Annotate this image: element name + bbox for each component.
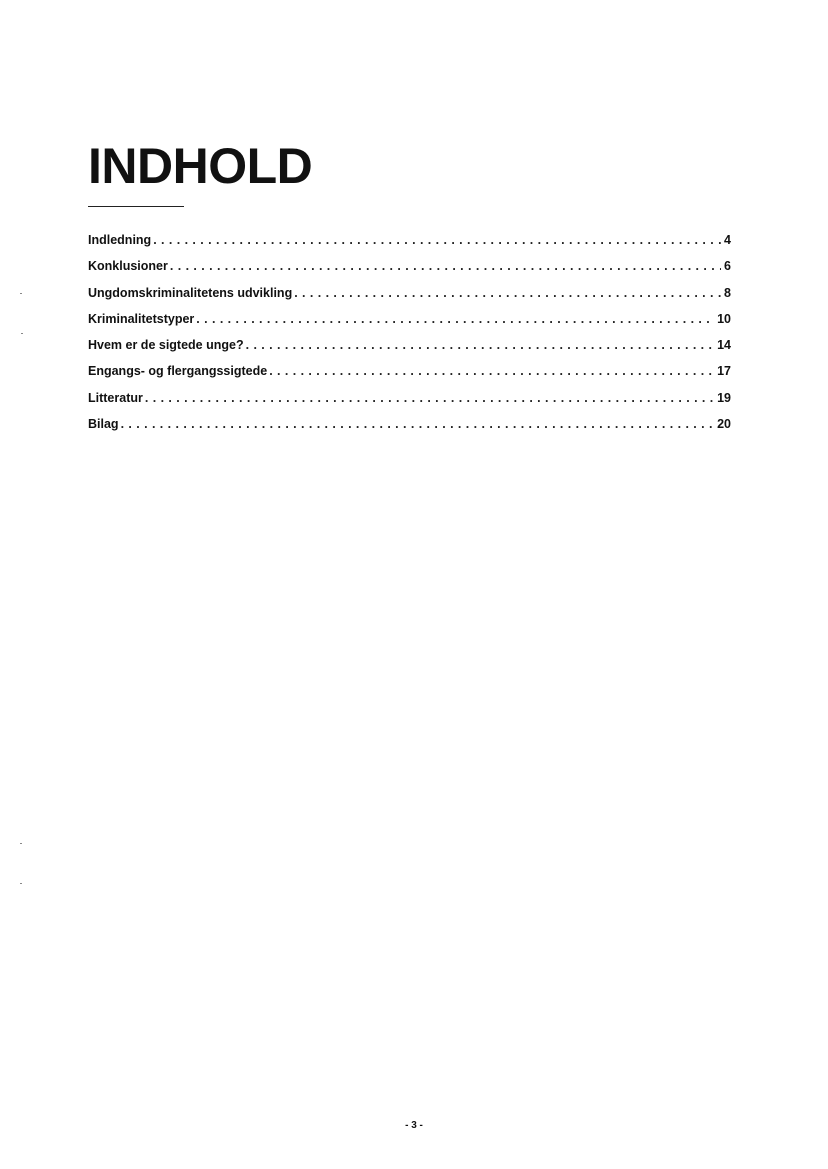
toc-entry-label: Hvem er de sigtede unge? (88, 338, 244, 353)
toc-entry-page: 6 (724, 259, 731, 274)
toc-entry-konklusioner (88, 257, 731, 283)
toc-entry-label: Engangs- og flergangssigtede (88, 364, 268, 379)
toc-entry-label: Indledning (88, 233, 152, 247)
scan-speck (20, 293, 22, 294)
toc-entry-page: 4 (724, 233, 731, 247)
toc-entry-page: 8 (724, 285, 731, 300)
toc-entry-indledning (88, 231, 731, 257)
toc-dot-leader (246, 336, 714, 354)
toc-entry-page: 17 (717, 364, 731, 379)
toc-entry-label: Litteratur (88, 390, 143, 405)
toc-entry-page: 10 (717, 311, 731, 326)
toc-entry-litteratur (88, 389, 731, 415)
toc-entry-page: 20 (717, 417, 731, 432)
toc-entry-kriminalitetstyper (88, 310, 731, 336)
toc-dot-leader (153, 231, 721, 249)
toc-entry-page: 14 (717, 338, 731, 353)
toc-entry-label: Ungdomskriminalitetens udvikling (88, 285, 293, 300)
scan-speck (20, 883, 22, 884)
toc-entry-label: Kriminalitetstyper (88, 311, 195, 326)
toc-entry-label: Bilag (88, 417, 119, 432)
toc-dot-leader (145, 389, 714, 407)
toc-dot-leader (269, 362, 714, 380)
toc-entry-label: Konklusioner (88, 259, 168, 274)
scan-speck (21, 333, 23, 334)
toc-dot-leader (196, 310, 714, 328)
toc-dot-leader (121, 415, 715, 433)
toc-entry-udvikling (88, 284, 731, 310)
toc-entry-sigtede-unge (88, 336, 731, 362)
toc-dot-leader (294, 284, 721, 302)
page-title: INDHOLD (88, 138, 313, 194)
toc-dot-leader (170, 257, 721, 275)
page-number: - 3 - (405, 1120, 423, 1131)
scan-speck (20, 843, 22, 844)
toc-entry-page: 19 (717, 390, 731, 405)
toc-entry-bilag (88, 415, 731, 441)
table-of-contents (88, 231, 731, 441)
toc-entry-engangs (88, 362, 731, 388)
title-underline (88, 206, 184, 207)
